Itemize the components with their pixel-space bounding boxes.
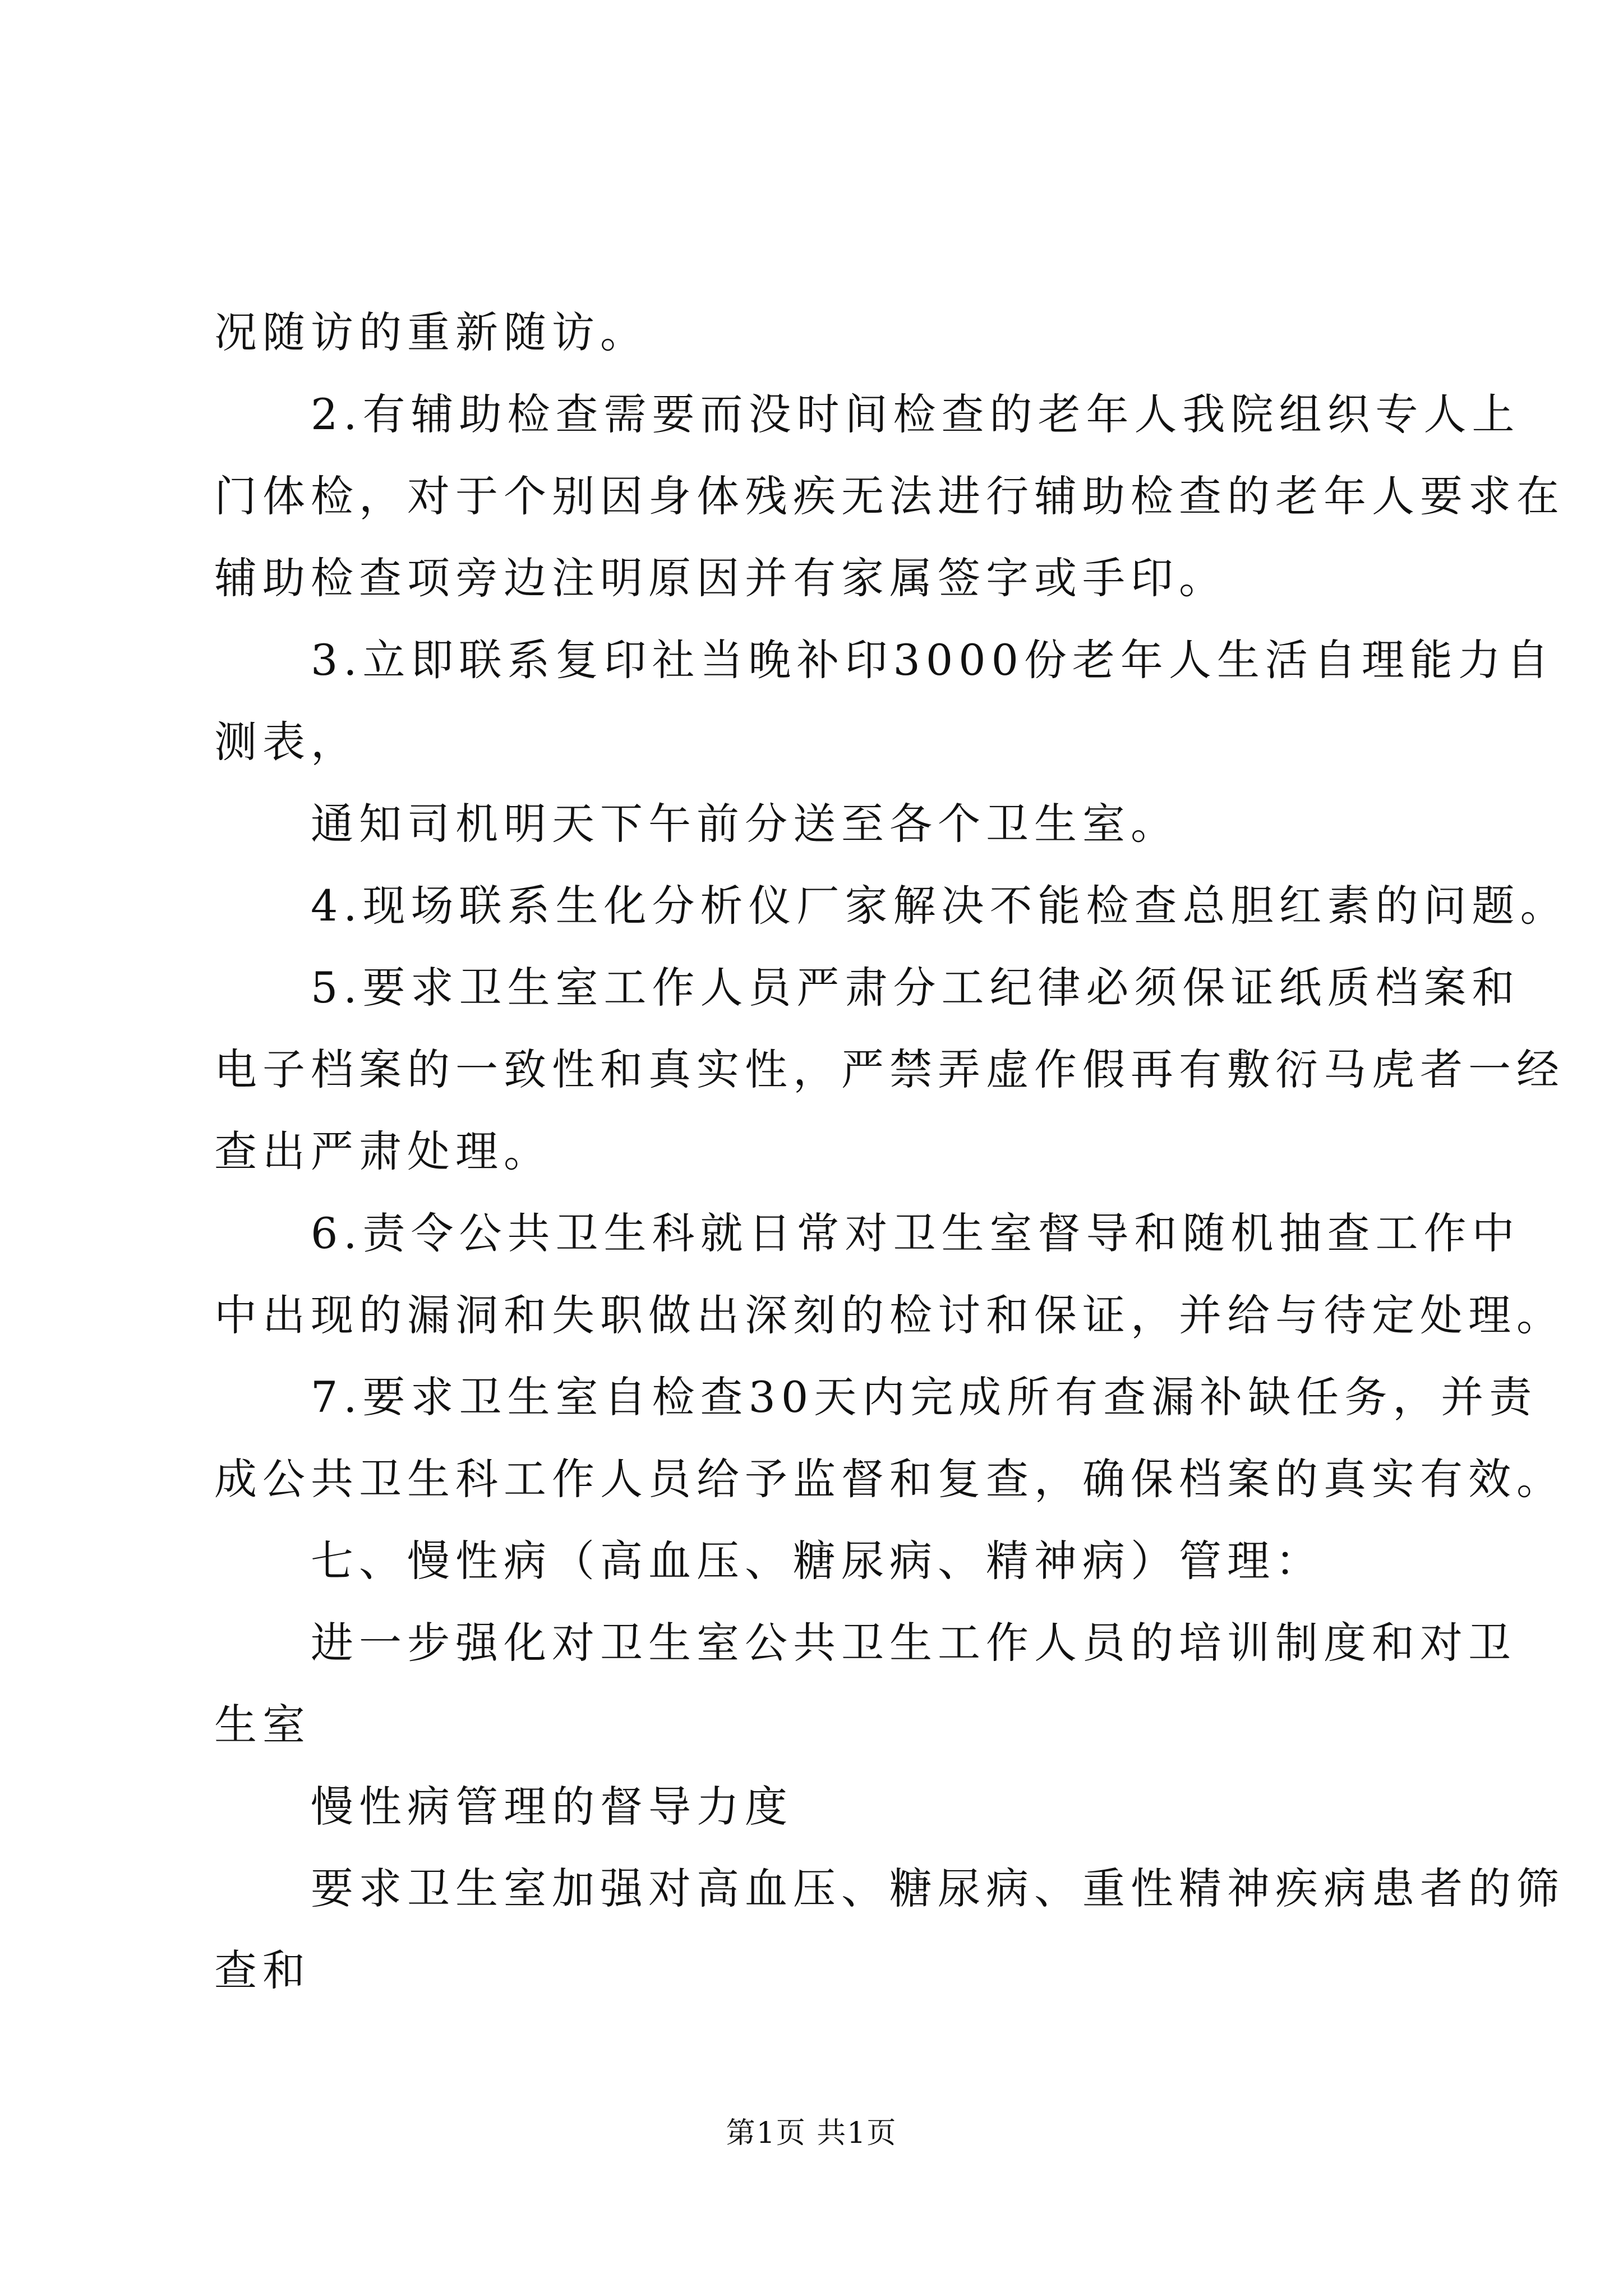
section-heading: 七、慢性病（高血压、糖尿病、精神病）管理： [311, 1536, 1324, 1586]
text-line: 慢性病管理的督导力度 [311, 1782, 793, 1832]
text-line: 辅助检查项旁边注明原因并有家属签字或手印。 [214, 553, 1227, 603]
text-line: 门体检，对于个别因身体残疾无法进行辅助检查的老年人要求在 [214, 471, 1565, 521]
text-line: 况随访的重新随访。 [214, 307, 648, 357]
text-line: 要求卫生室加强对高血压、糖尿病、重性精神疾病患者的筛 [311, 1864, 1565, 1913]
text-line: 中出现的漏洞和失职做出深刻的检讨和保证，并给与待定处理。 [214, 1290, 1565, 1340]
page-footer: 第1页 共1页 [726, 2116, 897, 2150]
text-line: 成公共卫生科工作人员给予监督和复查，确保档案的真实有效。 [214, 1454, 1565, 1504]
text-line: 测表， [214, 717, 359, 767]
text-line: 5.要求卫生室工作人员严肃分工纪律必须保证纸质档案和 [311, 963, 1520, 1013]
text-line: 4.现场联系生化分析仪厂家解决不能检查总胆红素的问题。 [311, 881, 1569, 931]
text-line: 进一步强化对卫生室公共卫生工作人员的培训制度和对卫 [311, 1618, 1516, 1668]
text-line: 3.立即联系复印社当晚补印3000份老年人生活自理能力自 [311, 635, 1555, 685]
text-line: 6.责令公共卫生科就日常对卫生室督导和随机抽查工作中 [311, 1208, 1520, 1258]
text-line: 生室 [214, 1700, 311, 1750]
text-line: 2.有辅助检查需要而没时间检查的老年人我院组织专人上 [311, 389, 1520, 439]
text-line: 电子档案的一致性和真实性，严禁弄虚作假再有敷衍马虎者一经 [214, 1045, 1565, 1094]
text-line: 通知司机明天下午前分送至各个卫生室。 [311, 799, 1179, 849]
document-body [214, 292, 1569, 2012]
text-line: 查出严肃处理。 [214, 1126, 552, 1176]
text-line: 7.要求卫生室自检查30天内完成所有查漏补缺任务，并责 [311, 1372, 1538, 1422]
text-line: 查和 [214, 1945, 311, 1995]
